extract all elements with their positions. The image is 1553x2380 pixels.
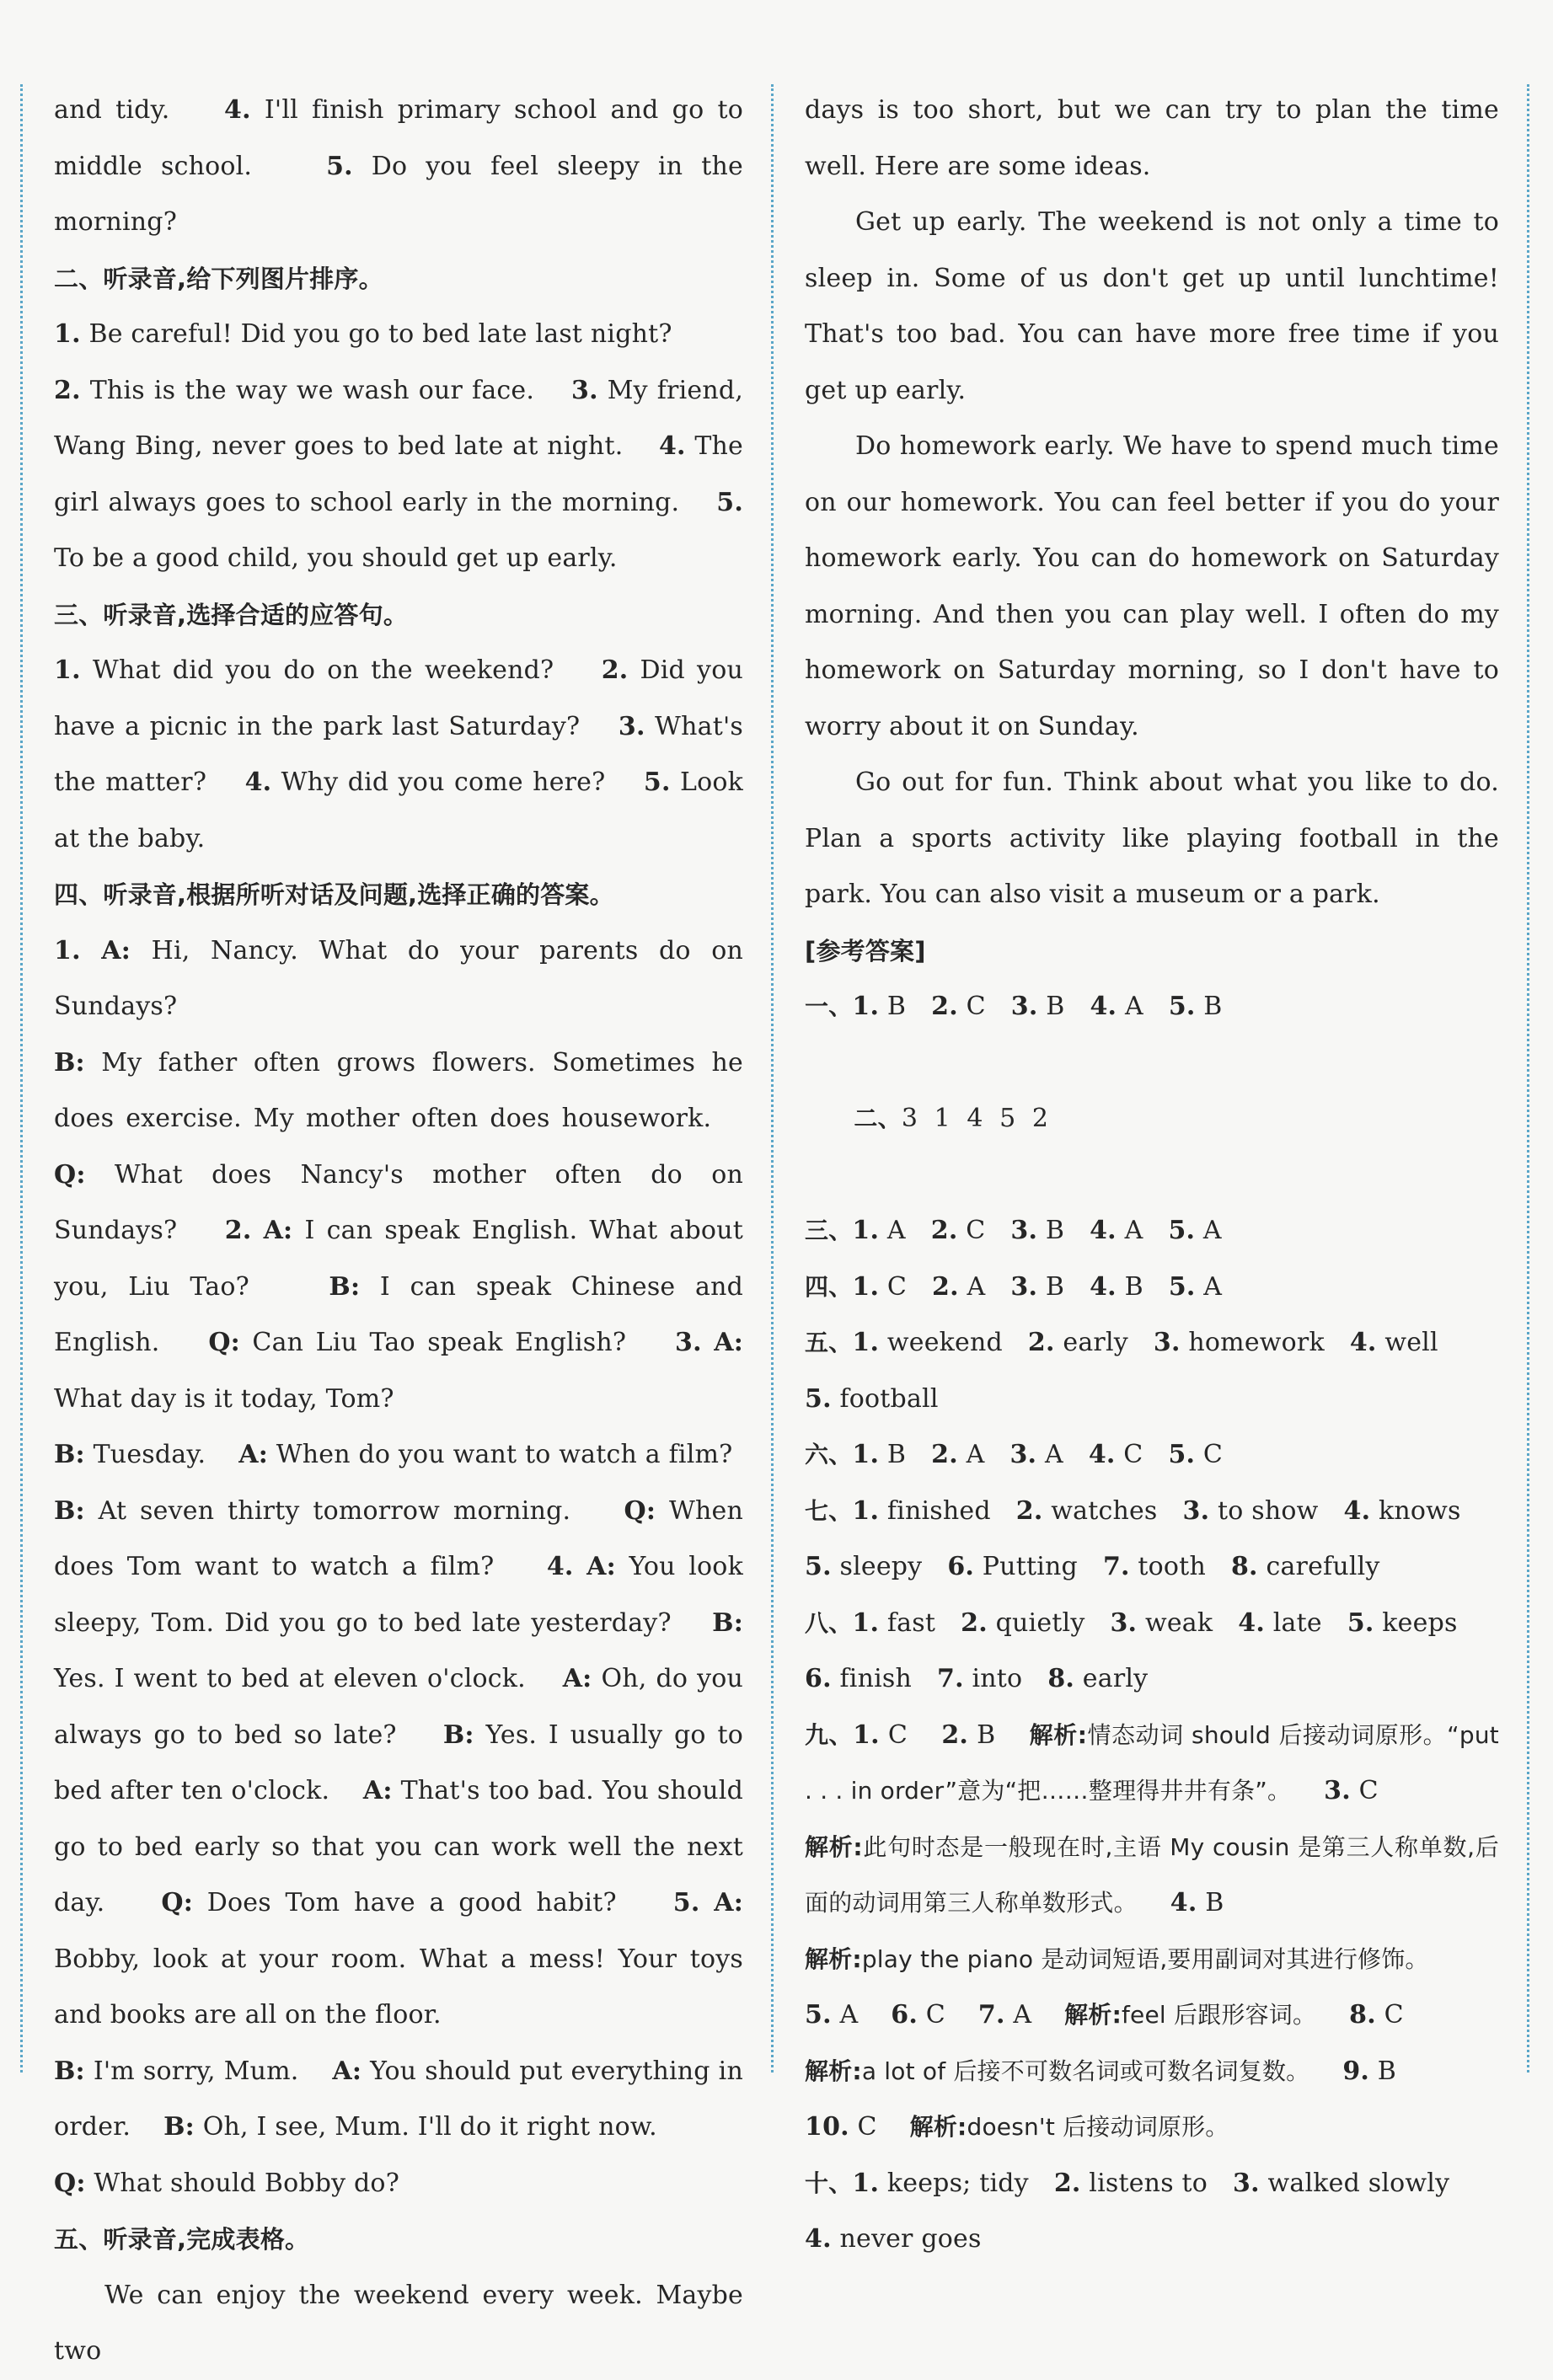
section-3-script: 1. What did you do on the weekend? 2. Did you have a picnic in the park last Saturday? 3. What's the matter? 4. Why did you come here? 5. Look at the baby. [54,655,743,853]
passage-continuation: days is too short, but we can try to plan the time well. Here are some ideas. [805,95,1499,181]
section-2-script: 1. Be careful! Did you go to bed late last night? 2. This is the way we wash our face. 3. My friend, Wang Bing, never goes to bed late at night. 4. The girl always goes to school early in the morning. 5. To be a good child, you should get up early. [54,319,743,573]
answers-heading: [参考答案] [805,936,926,965]
section-5-passage-start: We can enjoy the weekend every week. Maybe two [54,2280,743,2366]
section-4-heading: 四、听录音,根据所听对话及问题,选择正确的答案。 [54,880,614,909]
answer-section-1: 一、1. B 2. C 3. B 4. A 5. B [805,992,1223,1021]
column-divider-dotted-line [771,84,774,2072]
passage-do-homework-early: Do homework early. We have to spend much time on our homework. You can feel better if you do your homework early. You can do homework on Saturday morning. And then you can play well. I often do my homework on Saturday morning, so I don't have to worry about it on Sunday. [805,431,1499,741]
answer-section-10: 十、1. keeps; tidy 2. listens to 3. walked slowly 4. never goes [805,2168,1450,2254]
answer-section-5: 五、1. weekend 2. early 3. homework 4. well 5. football [805,1328,1438,1414]
right-margin-dotted-line [1527,84,1529,2072]
answer-section-7: 七、1. finished 2. watches 3. to show 4. knows 5. sleepy 6. Putting 7. tooth 8. carefully [805,1495,1461,1581]
answer-section-6: 六、1. B 2. A 3. A 4. C 5. C [805,1440,1224,1469]
left-column [54,83,743,2380]
answer-section-9: 九、1. C 2. B 解析:情态动词 should 后接动词原形。“put . . . in order”意为“把……整理得井井有条”。 3. C 解析:此句时态是一般现在时,主语 My cousin 是第三人称单数,后面的动词用第三人称单数形式。 4. B 解析:play the piano 是动词短语,要用副词对其进行修饰。 5. A 6. C 7. A 解析:feel 后跟形容词。 8. C 解析:a lot of 后接不可数名词或可数名词复数。 9. B 10. C 解析:doesn't 后接动词原形。 [805,1719,1499,2142]
section-4-script: 1. A: Hi, Nancy. What do your parents do on Sundays? B: My father often grows flowers. Sometimes he does exercise. My mother often does housework. Q: What does Nancy's mother often do on Sundays? 2. A: I can speak English. What about you, Liu Tao? B: I can speak Chinese and English. Q: Can Liu Tao speak English? 3. A: What day is it today, Tom? B: Tuesday. A: When do you want to watch a film? B: At seven thirty tomorrow morning. Q: When does Tom want to watch a film? 4. A: You look sleepy, Tom. Did you go to bed late yesterday? B: Yes. I went to bed at eleven o'clock. A: Oh, do you always go to bed so late? B: Yes. I usually go to bed after ten o'clock. A: That's too bad. You should go to bed early so that you can work well the next day. Q: Does Tom have a good habit? 5. A: Bobby, look at your room. What a mess! Your toys and books are all on the floor. B: I'm sorry, Mum. A: You should put everything in order. B: Oh, I see, Mum. I'll do it right now. Q: What should Bobby do? [54,935,744,2198]
answer-section-8: 八、1. fast 2. quietly 3. weak 4. late 5. keeps 6. finish 7. into 8. early [805,1607,1458,1693]
right-column [805,83,1499,2268]
passage-get-up-early: Get up early. The weekend is not only a time to sleep in. Some of us don't get up until lunchtime! That's too bad. You can have more free time if you get up early. [805,207,1499,405]
section-2-heading: 二、听录音,给下列图片排序。 [54,264,383,293]
answer-section-2: 二、3 1 4 5 2 [854,1104,1049,1133]
answer-section-4: 四、1. C 2. A 3. B 4. B 5. A [805,1271,1223,1302]
section-5-heading: 五、听录音,完成表格。 [54,2225,310,2254]
left-margin-dotted-line [20,84,23,2072]
answer-section-3: 三、1. A 2. C 3. B 4. A 5. A [805,1216,1222,1245]
section-3-heading: 三、听录音,选择合适的应答句。 [54,600,409,629]
passage-go-out-for-fun: Go out for fun. Think about what you like to do. Plan a sports activity like playing football in the park. You can also visit a museum or a park. [805,767,1499,909]
listening-script-continuation: and tidy. 4. I'll finish primary school and go to middle school. 5. Do you feel sleepy in the morning? [54,95,743,237]
